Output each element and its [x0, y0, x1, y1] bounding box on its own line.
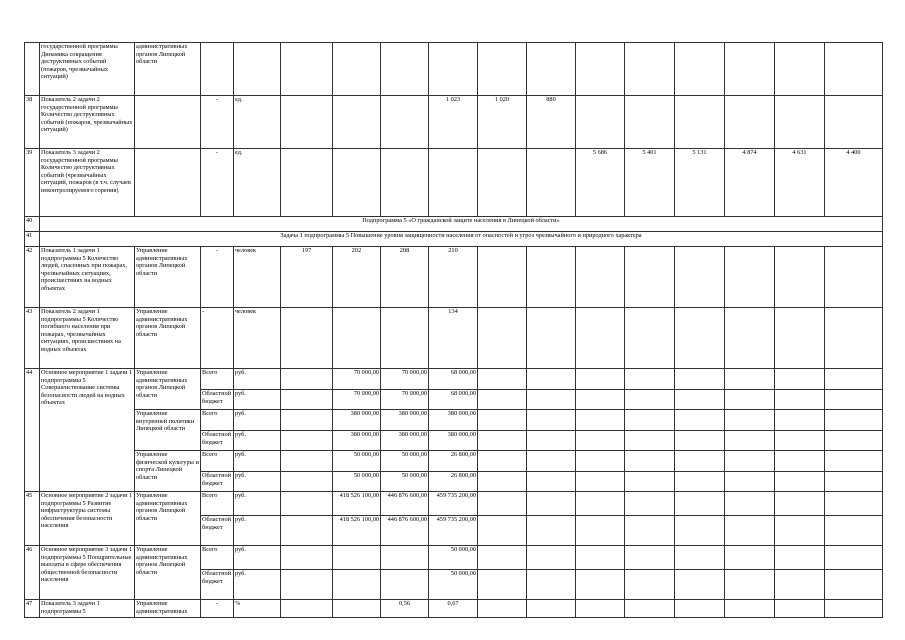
unit-cell: руб. [234, 516, 281, 546]
unit-cell: руб. [234, 390, 281, 410]
table-row [25, 149, 883, 217]
funding-source: Областной бюджет [201, 431, 234, 451]
value-cell: 1 020 [478, 96, 527, 149]
subprogram-title: Подпрограмма 5 «О гражданской защите населения в Липецкой области» [40, 217, 883, 232]
funding-source: Областной бюджет [201, 516, 234, 546]
row-number: 47 [25, 600, 40, 618]
row-number: 40 [25, 217, 40, 232]
value-cell: 50 000,00 [333, 472, 381, 492]
indicator-name: Показатель 2 задачи 2 государственной программы Количество деструктивных событий (пожаров, чрезвычайных ситуаций) [40, 96, 135, 149]
funding-source: Областной бюджет [201, 570, 234, 600]
row-number: 39 [25, 149, 40, 217]
responsible-org: Управление административных органов Липецкой области [135, 369, 201, 410]
indicator-name: государственной программы Динамика сокращения деструктивных событий (пожаров, чрезвычайных ситуаций) [40, 43, 135, 96]
unit-cell: руб. [234, 492, 281, 516]
table-row [25, 247, 883, 308]
table-row [25, 232, 883, 247]
funding-source: Всего [201, 546, 234, 570]
value-cell: 380 000,00 [381, 431, 429, 451]
code-cell: - [201, 600, 234, 618]
row-number: 42 [25, 247, 40, 308]
value-cell: 418 526 100,00 [333, 516, 381, 546]
value-cell: 4 631 [775, 149, 825, 217]
value-cell: 68 000,00 [429, 369, 478, 390]
value-cell: 210 [429, 247, 478, 308]
value-cell: 5 686 [576, 149, 625, 217]
value-cell: 5 401 [625, 149, 675, 217]
value-cell: 459 735 200,00 [429, 492, 478, 516]
value-cell: 418 526 100,00 [333, 492, 381, 516]
responsible-org: Управление административных органов Липецкой области [135, 247, 201, 308]
unit-cell: руб. [234, 410, 281, 431]
value-cell: 50 000,00 [381, 472, 429, 492]
value-cell: 446 876 600,00 [381, 516, 429, 546]
value-cell: 208 [381, 247, 429, 308]
code-cell: - [201, 308, 234, 369]
row-number: 38 [25, 96, 40, 149]
table-row [25, 217, 883, 232]
value-cell: 4 400 [825, 149, 883, 217]
measure-name: Основное мероприятие 2 задачи 1 подпрограммы 5 Развитие инфраструктуры системы обеспечения безопасности населения [40, 492, 135, 546]
value-cell: 50 000,00 [429, 570, 478, 600]
table-row [25, 308, 883, 369]
value-cell: 380 000,00 [429, 410, 478, 431]
value-cell: 70 000,00 [381, 390, 429, 410]
row-number: 44 [25, 369, 40, 492]
row-number: 46 [25, 546, 40, 600]
unit-cell: ед. [234, 149, 281, 217]
measure-name: Основное мероприятие 1 задачи 1 подпрограммы 5 Совершенствование системы безопасности людей на водных объектах [40, 369, 135, 492]
unit-cell: руб. [234, 472, 281, 492]
value-cell: 202 [333, 247, 381, 308]
table-row [25, 410, 883, 431]
value-cell: 50 000,00 [333, 451, 381, 472]
unit-cell: руб. [234, 570, 281, 600]
funding-source: Всего [201, 451, 234, 472]
value-cell: 197 [281, 247, 333, 308]
value-cell: 380 000,00 [429, 431, 478, 451]
table-row [25, 43, 883, 96]
table-row [25, 369, 883, 390]
unit-cell: руб. [234, 451, 281, 472]
funding-source: Всего [201, 492, 234, 516]
code-cell: - [201, 96, 234, 149]
responsible-org: Управление административных органов Липецкой области [135, 546, 201, 600]
indicator-name: Показатель 3 задачи 1 подпрограммы 5 [40, 600, 135, 618]
table-row [25, 600, 883, 618]
indicator-name: Показатель 3 задачи 2 государственной программы Количество деструктивных событий (чрезвычайных ситуаций, пожаров (в т.ч. случаев неконтролируемого горения) [40, 149, 135, 217]
responsible-org: Управление внутренней политики Липецкой области [135, 410, 201, 451]
row-number: 41 [25, 232, 40, 247]
value-cell: 880 [527, 96, 576, 149]
code-cell: - [201, 247, 234, 308]
task-title: Задача 1 подпрограммы 5 Повышение уровня защищенности населения от опасностей и угроз чрезвычайного и природного характера [40, 232, 883, 247]
table-row [25, 451, 883, 472]
value-cell: 459 735 200,00 [429, 516, 478, 546]
value-cell: 26 800,00 [429, 472, 478, 492]
value-cell: 446 876 600,00 [381, 492, 429, 516]
indicator-name: Показатель 2 задачи 1 подпрограммы 5 Количество погибшего населения при пожарах, чрезвычайных ситуациях, происшествиях на водных объектах [40, 308, 135, 369]
value-cell: 380 000,00 [333, 410, 381, 431]
table-row [25, 96, 883, 149]
value-cell: 134 [429, 308, 478, 369]
value-cell: 70 000,00 [381, 369, 429, 390]
unit-cell: человек [234, 247, 281, 308]
value-cell: 70 000,00 [333, 390, 381, 410]
responsible-org: административных органов Липецкой области [135, 43, 201, 96]
funding-source: Областной бюджет [201, 390, 234, 410]
measure-name: Основное мероприятие 3 задачи 1 подпрограммы 5 Поощрительные выплаты в сфере обеспечения общественной безопасности населения [40, 546, 135, 600]
row-number: 43 [25, 308, 40, 369]
value-cell: 1 023 [429, 96, 478, 149]
value-cell: 5 131 [675, 149, 725, 217]
value-cell: 68 000,00 [429, 390, 478, 410]
value-cell: 380 000,00 [381, 410, 429, 431]
indicator-name: Показатель 1 задачи 1 подпрограммы 5 Количество людей, спасенных при пожарах, чрезвычайных ситуациях, происшествиях на водных объектах [40, 247, 135, 308]
responsible-org: Управление административных органов Липецкой области [135, 492, 201, 546]
unit-cell: руб. [234, 546, 281, 570]
program-indicators-table [24, 42, 883, 618]
responsible-org: Управление административных органов Липецкой области [135, 308, 201, 369]
value-cell: 4 874 [725, 149, 775, 217]
value-cell: 50 000,00 [429, 546, 478, 570]
unit-cell: человек [234, 308, 281, 369]
unit-cell: руб. [234, 369, 281, 390]
funding-source: Всего [201, 410, 234, 431]
value-cell: 380 000,00 [333, 431, 381, 451]
table-row [25, 492, 883, 516]
responsible-org: Управление административных [135, 600, 201, 618]
funding-source: Всего [201, 369, 234, 390]
unit-cell: руб. [234, 431, 281, 451]
row-number: 45 [25, 492, 40, 546]
value-cell: 50 000,00 [381, 451, 429, 472]
value-cell: 70 000,00 [333, 369, 381, 390]
table-row [25, 546, 883, 570]
code-cell: - [201, 149, 234, 217]
value-cell: 0,67 [429, 600, 478, 618]
funding-source: Областной бюджет [201, 472, 234, 492]
value-cell: 0,56 [381, 600, 429, 618]
unit-cell: % [234, 600, 281, 618]
value-cell: 26 800,00 [429, 451, 478, 472]
responsible-org: Управление физической культуры и спорта Липецкой области [135, 451, 201, 492]
unit-cell: ед. [234, 96, 281, 149]
